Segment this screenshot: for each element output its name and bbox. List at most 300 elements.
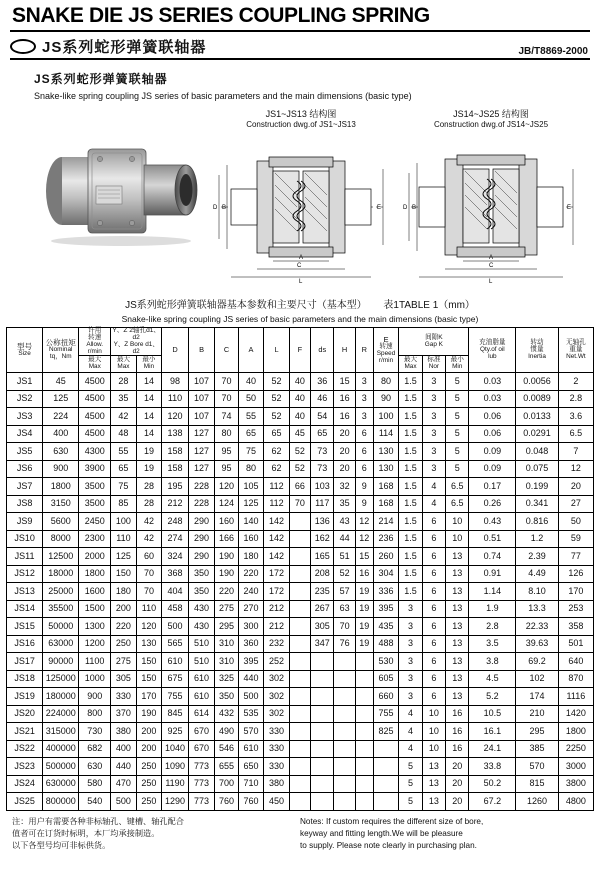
cell-value: 4800 — [558, 793, 593, 811]
th-allow-speed — [79, 328, 111, 356]
cell-value: 160 — [238, 530, 264, 548]
cell-value: 4.5 — [469, 670, 516, 688]
cell-value — [373, 740, 399, 758]
cell-value: 3000 — [558, 758, 593, 776]
cell-value: 19 — [355, 635, 373, 653]
cell-value: 75 — [238, 443, 264, 461]
cell-value: 3 — [422, 443, 445, 461]
cell-value: 252 — [264, 653, 290, 671]
th-bore-group — [111, 328, 162, 356]
cell-value: 0.17 — [469, 478, 516, 496]
cell-size: JS12 — [7, 565, 43, 583]
cell-value — [289, 618, 310, 636]
cell-value: 1.5 — [399, 565, 422, 583]
cell-value: 815 — [516, 775, 559, 793]
cell-value: 40 — [289, 390, 310, 408]
cell-value: 3 — [355, 390, 373, 408]
cell-value: 110 — [111, 530, 137, 548]
cell-value: 610 — [238, 740, 264, 758]
cell-value: 1.14 — [469, 583, 516, 601]
cell-value — [289, 775, 310, 793]
cell-value: 52 — [264, 373, 290, 391]
th-oil-en2: lub — [488, 352, 497, 360]
cell-value — [334, 775, 355, 793]
cell-value: 3900 — [79, 460, 111, 478]
cell-value: 19 — [355, 583, 373, 601]
th-R: R — [355, 328, 373, 373]
cell-value: 13 — [446, 600, 469, 618]
cell-value: 170 — [136, 688, 162, 706]
cell-value: 20 — [446, 793, 469, 811]
cell-value: 190 — [136, 705, 162, 723]
cell-value: 6 — [422, 565, 445, 583]
th-weight-en: Net.Wt — [566, 352, 586, 360]
cell-value: 165 — [311, 548, 334, 566]
cell-value: 350 — [188, 565, 215, 583]
cell-value: 10 — [422, 723, 445, 741]
cell-value: 0.06 — [469, 425, 516, 443]
cell-value — [355, 723, 373, 741]
cell-value: 900 — [43, 460, 79, 478]
cell-value: 435 — [373, 618, 399, 636]
cell-value — [289, 705, 310, 723]
cell-value — [289, 740, 310, 758]
cell-value: 253 — [558, 600, 593, 618]
cell-value — [373, 775, 399, 793]
cell-value: 0.43 — [469, 513, 516, 531]
cell-value: 450 — [264, 793, 290, 811]
cell-value — [355, 670, 373, 688]
cell-value: 142 — [264, 530, 290, 548]
cell-value: 565 — [162, 635, 189, 653]
svg-text:D: D — [213, 205, 218, 211]
cell-value: 2.8 — [558, 390, 593, 408]
cell-value: 3 — [422, 390, 445, 408]
cell-value: 14 — [136, 390, 162, 408]
th-gap-nor — [422, 356, 445, 373]
table-row — [7, 548, 594, 566]
cell-value: 248 — [162, 513, 189, 531]
cell-value: 270 — [238, 600, 264, 618]
cell-value: 5 — [446, 443, 469, 461]
cell-value — [289, 600, 310, 618]
cell-value: 0.199 — [516, 478, 559, 496]
standard-code: JB/T8869-2000 — [518, 46, 588, 57]
cell-value: 640 — [558, 653, 593, 671]
cell-value: 35 — [334, 495, 355, 513]
cell-size: JS17 — [7, 653, 43, 671]
cell-value: 28 — [136, 478, 162, 496]
cell-value: 20 — [334, 443, 355, 461]
cell-value: 168 — [373, 478, 399, 496]
cell-value: 440 — [111, 758, 137, 776]
cell-value: 3800 — [558, 775, 593, 793]
cell-value: 20 — [446, 758, 469, 776]
th-bore-max-cn: 最大 — [116, 356, 131, 364]
cell-value: 43 — [334, 513, 355, 531]
cell-value: 55 — [111, 443, 137, 461]
cell-value: 1500 — [79, 600, 111, 618]
cell-value: 9 — [355, 478, 373, 496]
cell-value: 3 — [422, 460, 445, 478]
cell-value: 62 — [264, 443, 290, 461]
cell-value: 52 — [264, 408, 290, 426]
cell-value: 228 — [188, 495, 215, 513]
cell-value: 395 — [373, 600, 399, 618]
cell-value: 130 — [373, 443, 399, 461]
figure-a-caption-en: Construction dwg.of JS1~JS13 — [246, 120, 356, 129]
cell-value: 1.9 — [469, 600, 516, 618]
cell-value: 28 — [111, 373, 137, 391]
cell-value: 16 — [446, 740, 469, 758]
cell-value: 63 — [334, 600, 355, 618]
cell-value: 174 — [516, 688, 559, 706]
cell-value — [373, 793, 399, 811]
cell-value: 605 — [373, 670, 399, 688]
cell-value: 580 — [79, 775, 111, 793]
figure-js1-js13 — [211, 107, 391, 285]
cell-value: 22.33 — [516, 618, 559, 636]
cell-value: 42 — [136, 530, 162, 548]
cell-size: JS13 — [7, 583, 43, 601]
th-gap-min — [446, 356, 469, 373]
cell-value: 158 — [162, 443, 189, 461]
cell-value: 395 — [238, 653, 264, 671]
cell-value: 120 — [215, 478, 238, 496]
cell-value: 3500 — [79, 478, 111, 496]
cell-value: 50 — [558, 513, 593, 531]
cell-value: 1.5 — [399, 495, 422, 513]
cell-value: 0.74 — [469, 548, 516, 566]
notes-cn-line-2: 值者可在订货时标明，本厂均承接制造。 — [12, 829, 160, 839]
cell-value: 90 — [373, 390, 399, 408]
cell-value: 3150 — [43, 495, 79, 513]
cell-value: 240 — [238, 583, 264, 601]
th-gap-min-en: Min — [452, 363, 463, 371]
cell-value — [289, 565, 310, 583]
th-E-en2: r/min — [378, 356, 394, 364]
cell-value: 63000 — [43, 635, 79, 653]
svg-text:L: L — [489, 279, 493, 285]
cell-value: 295 — [215, 618, 238, 636]
cell-value: 3.6 — [558, 408, 593, 426]
cell-value: 5 — [446, 425, 469, 443]
cell-value: 290 — [188, 530, 215, 548]
svg-text:A: A — [299, 255, 304, 261]
cell-value — [311, 758, 334, 776]
cell-value: 432 — [215, 705, 238, 723]
subtitle-divider — [10, 58, 590, 60]
cell-value: 120 — [162, 408, 189, 426]
cell-value: 172 — [264, 583, 290, 601]
th-speed-max-cn: 最大 — [88, 356, 102, 364]
cell-value: 925 — [162, 723, 189, 741]
th-E-en: Speed — [376, 349, 396, 357]
cell-value: 95 — [215, 443, 238, 461]
cell-size: JS3 — [7, 408, 43, 426]
cell-value: 62 — [264, 460, 290, 478]
cell-value: 6 — [355, 425, 373, 443]
cell-value: 1.2 — [516, 530, 559, 548]
cell-value: 4300 — [79, 443, 111, 461]
cell-value: 5600 — [43, 513, 79, 531]
cell-size: JS15 — [7, 618, 43, 636]
svg-text:D: D — [403, 205, 408, 211]
cell-value: 220 — [238, 565, 264, 583]
cell-value — [311, 775, 334, 793]
cell-value: 13 — [422, 775, 445, 793]
figure-row — [6, 107, 594, 292]
cell-value: 130 — [373, 460, 399, 478]
cell-value: 330 — [264, 758, 290, 776]
cell-value: 172 — [264, 565, 290, 583]
cell-value: 7 — [558, 443, 593, 461]
th-inertia-cn: 转动 — [530, 338, 544, 346]
cell-value: 275 — [111, 653, 137, 671]
cell-value: 0.03 — [469, 373, 516, 391]
cell-value: 710 — [238, 775, 264, 793]
cell-value: 8.10 — [516, 583, 559, 601]
cell-value: 160 — [215, 513, 238, 531]
table-row — [7, 513, 594, 531]
cell-value: 6 — [422, 688, 445, 706]
cell-value: 150 — [136, 653, 162, 671]
cell-value: 1090 — [162, 758, 189, 776]
cell-value: 13 — [446, 548, 469, 566]
th-speed-maxmin — [79, 356, 111, 373]
cell-value: 168 — [373, 495, 399, 513]
cell-value: 1290 — [162, 793, 189, 811]
table-row — [7, 670, 594, 688]
cell-value: 2.39 — [516, 548, 559, 566]
cell-value: 1600 — [79, 583, 111, 601]
cell-value: 370 — [111, 705, 137, 723]
th-size — [7, 328, 43, 373]
th-bore-max — [111, 356, 137, 373]
table-row — [7, 635, 594, 653]
cell-value: 40 — [289, 408, 310, 426]
th-inertia — [516, 328, 559, 373]
cell-size: JS21 — [7, 723, 43, 741]
cell-value: 800 — [79, 705, 111, 723]
cell-value: 630 — [43, 443, 79, 461]
cell-value: 1000 — [79, 670, 111, 688]
title-divider — [10, 30, 590, 32]
table-row — [7, 618, 594, 636]
cell-value: 670 — [188, 723, 215, 741]
cell-value: 300 — [238, 618, 264, 636]
th-bore-en: Y、Z Bore d1、d2 — [113, 340, 159, 355]
th-oil-cn: 充油脂量 — [479, 338, 506, 346]
cell-value: 130 — [136, 635, 162, 653]
cell-value: 1800 — [558, 723, 593, 741]
notes-block — [12, 816, 588, 853]
cell-value: 80 — [373, 373, 399, 391]
cell-value: 32 — [334, 478, 355, 496]
cell-value — [334, 688, 355, 706]
cell-value — [334, 793, 355, 811]
cell-value: 610 — [188, 688, 215, 706]
cell-value: 274 — [162, 530, 189, 548]
cell-value: 1.5 — [399, 513, 422, 531]
cell-size: JS1 — [7, 373, 43, 391]
cell-value: 260 — [373, 548, 399, 566]
th-bore-min-cn: 最小 — [142, 356, 156, 364]
cell-value: 2000 — [79, 548, 111, 566]
section-heading — [34, 70, 594, 101]
cell-value: 77 — [558, 548, 593, 566]
cell-value: 65 — [238, 425, 264, 443]
subtitle-bar — [10, 35, 590, 57]
th-E-cn: 转速 — [379, 342, 393, 350]
svg-text:E: E — [377, 205, 382, 211]
cell-value: 90000 — [43, 653, 79, 671]
cell-value: 3 — [399, 670, 422, 688]
table-row — [7, 600, 594, 618]
cell-value — [289, 670, 310, 688]
cell-value: 125 — [43, 390, 79, 408]
cell-value: 107 — [188, 390, 215, 408]
cell-value: 42 — [136, 513, 162, 531]
cell-value: 142 — [264, 513, 290, 531]
cell-value: 52 — [264, 390, 290, 408]
cell-value: 20 — [446, 775, 469, 793]
cell-value: 12500 — [43, 548, 79, 566]
cell-value — [311, 723, 334, 741]
th-speed-cn: 许用 — [88, 327, 102, 334]
cell-value: 4.49 — [516, 565, 559, 583]
cell-value: 1.5 — [399, 530, 422, 548]
th-inertia-en: Inertia — [528, 352, 546, 360]
cell-value: 180000 — [43, 688, 79, 706]
cell-value: 5 — [446, 460, 469, 478]
cell-value: 324 — [162, 548, 189, 566]
cell-value: 6 — [422, 635, 445, 653]
th-ds: ds — [311, 328, 334, 373]
figure-b-drawing — [401, 135, 581, 285]
cell-value: 4500 — [79, 373, 111, 391]
table-row — [7, 723, 594, 741]
cell-value: 250 — [136, 775, 162, 793]
cell-value: 540 — [79, 793, 111, 811]
cell-value: 6 — [422, 653, 445, 671]
cell-value: 302 — [264, 670, 290, 688]
cell-value: 3 — [399, 688, 422, 706]
th-bore-max-en: Max — [117, 363, 130, 371]
cell-size: JS19 — [7, 688, 43, 706]
cell-value: 2300 — [79, 530, 111, 548]
cell-value: 13 — [446, 670, 469, 688]
cell-value: 250 — [136, 758, 162, 776]
cell-value: 6 — [422, 548, 445, 566]
ellipse-icon — [10, 39, 36, 54]
cell-value — [311, 705, 334, 723]
cell-value: 150 — [111, 565, 137, 583]
table-row — [7, 793, 594, 811]
cell-value: 800000 — [43, 793, 79, 811]
cell-value: 74 — [215, 408, 238, 426]
th-oil-en: Qty.of oil — [479, 345, 505, 353]
cell-value: 290 — [188, 513, 215, 531]
cell-value: 3500 — [79, 495, 111, 513]
cell-value — [289, 793, 310, 811]
cell-value: 52 — [334, 565, 355, 583]
cell-value: 13 — [446, 618, 469, 636]
cell-value: 400000 — [43, 740, 79, 758]
cell-value: 214 — [373, 513, 399, 531]
cell-value: 295 — [516, 723, 559, 741]
cell-value: 570 — [516, 758, 559, 776]
cell-value: 305 — [111, 670, 137, 688]
cell-value: 100 — [373, 408, 399, 426]
cell-value: 2250 — [558, 740, 593, 758]
cell-value: 224 — [43, 408, 79, 426]
cell-value: 755 — [162, 688, 189, 706]
cell-value: 170 — [558, 583, 593, 601]
cell-value: 140 — [238, 513, 264, 531]
cell-value: 200 — [111, 600, 137, 618]
cell-value — [289, 653, 310, 671]
cell-value: 310 — [215, 653, 238, 671]
cell-value: 3 — [355, 408, 373, 426]
notes-en-label: Notes: — [300, 816, 324, 826]
cell-size: JS9 — [7, 513, 43, 531]
cell-value: 136 — [311, 513, 334, 531]
cell-value: 45 — [43, 373, 79, 391]
cell-value: 2450 — [79, 513, 111, 531]
cell-value: 0.075 — [516, 460, 559, 478]
cell-value: 275 — [215, 600, 238, 618]
cell-value: 220 — [111, 618, 137, 636]
cell-value: 330 — [111, 688, 137, 706]
cell-value: 290 — [188, 548, 215, 566]
th-size-cn: 型号 — [16, 341, 33, 351]
cell-value: 8000 — [43, 530, 79, 548]
cell-size: JS4 — [7, 425, 43, 443]
specifications-table — [6, 327, 594, 811]
cell-value: 4 — [399, 705, 422, 723]
cell-value — [311, 653, 334, 671]
cell-value: 69.2 — [516, 653, 559, 671]
svg-text:L: L — [299, 279, 303, 285]
cell-value: 15 — [355, 548, 373, 566]
cell-value: 302 — [264, 705, 290, 723]
th-D: D — [162, 328, 189, 373]
section-title-cn: JS系列蛇形弹簧联轴器 — [34, 72, 168, 86]
cell-value: 4 — [422, 495, 445, 513]
cell-value: 6 — [422, 513, 445, 531]
cell-value: 112 — [264, 478, 290, 496]
cell-value: 1420 — [558, 705, 593, 723]
cell-value: 6.5 — [558, 425, 593, 443]
cell-value — [289, 583, 310, 601]
cell-value: 14 — [136, 408, 162, 426]
th-gap-min-cn: 最小 — [450, 356, 464, 364]
cell-value: 9 — [355, 495, 373, 513]
table-row — [7, 758, 594, 776]
cell-size: JS2 — [7, 390, 43, 408]
cell-value: 80 — [215, 425, 238, 443]
cell-value: 385 — [516, 740, 559, 758]
cell-value: 70 — [136, 565, 162, 583]
cell-value: 138 — [162, 425, 189, 443]
cell-value — [355, 793, 373, 811]
cell-value — [334, 670, 355, 688]
cell-value: 4 — [399, 740, 422, 758]
cell-value — [289, 530, 310, 548]
cell-value: 13 — [446, 688, 469, 706]
cell-value — [355, 740, 373, 758]
